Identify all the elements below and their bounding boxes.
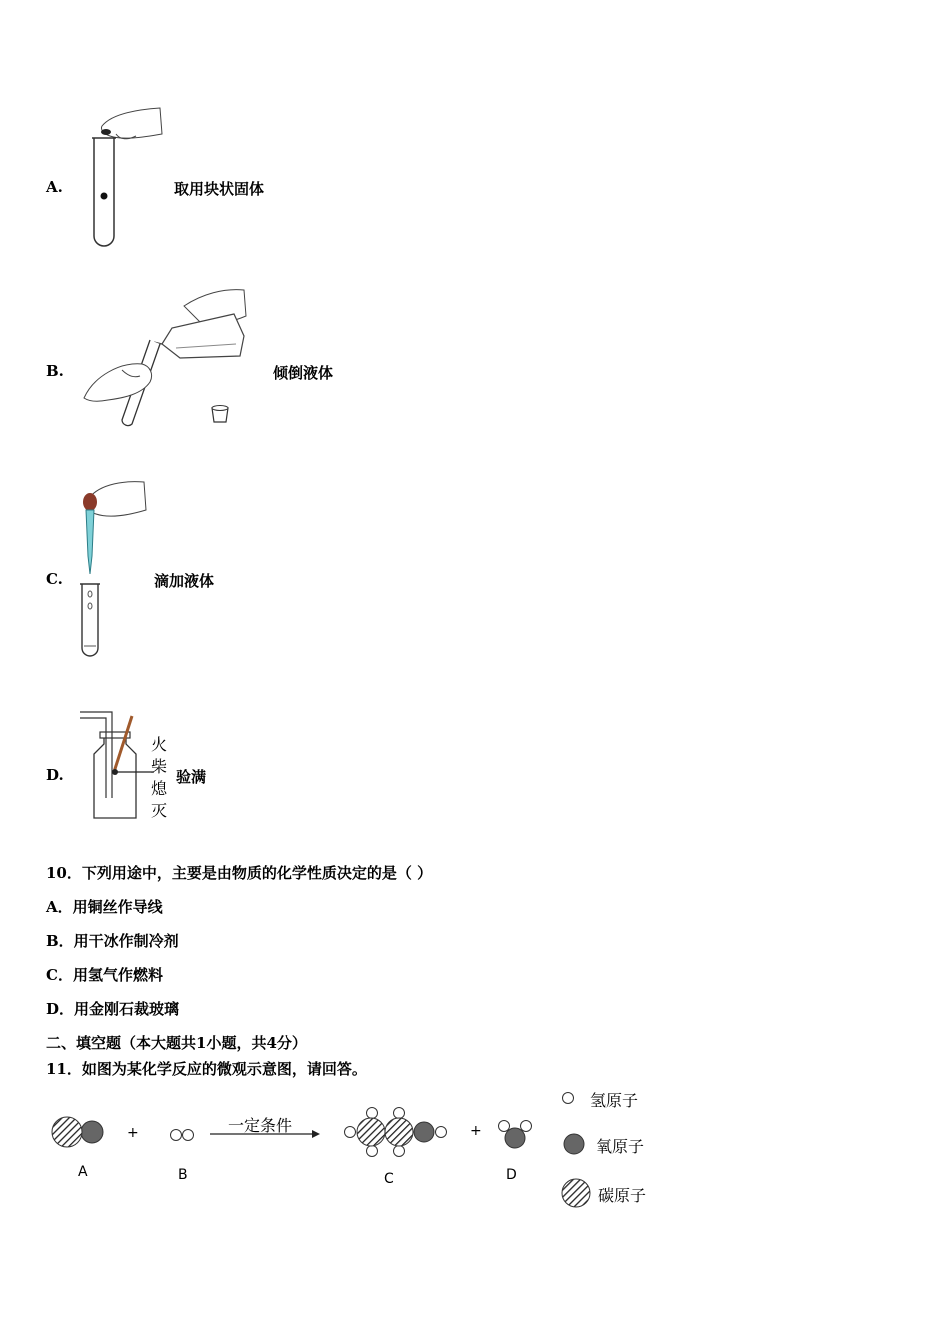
legend-carbon-symbol [562,1179,590,1207]
option-d-letter: D. [46,766,64,784]
option-c-text: 滴加液体 [154,572,215,590]
molecule-d [499,1121,532,1149]
q10-option-b: B．用干冰作制冷剂 [46,932,179,950]
label-d: D [506,1167,517,1183]
molecule-b [171,1130,194,1141]
gas-bottle-figure [76,708,156,826]
legend-carbon: 碳原子 [598,1186,647,1205]
reaction-condition: 一定条件 [228,1116,293,1135]
option-b-text: 倾倒液体 [273,364,334,382]
label-a: A [78,1164,88,1180]
label-b: B [178,1167,188,1183]
dropper-figure [76,478,156,662]
pouring-liquid-figure [84,286,254,436]
q10-stem: 10．下列用途中，主要是由物质的化学性质决定的是（ ） [46,864,433,882]
match-label-4: 灭 [151,801,168,820]
plus-sign-1: + [127,1125,139,1141]
option-a-letter: A. [46,178,63,196]
molecule-c [345,1108,447,1157]
molecule-a [52,1117,103,1147]
legend-hydrogen-symbol [563,1093,574,1104]
match-label-2: 柴 [151,757,168,776]
option-d-text: 验满 [176,768,207,786]
test-tube-solid-figure [80,104,170,250]
label-c: C [384,1171,394,1187]
legend-oxygen-symbol [564,1134,584,1154]
q10-option-c: C．用氢气作燃料 [46,966,163,984]
q10-option-d: D．用金刚石裁玻璃 [46,1000,180,1018]
option-c-letter: C. [46,570,63,588]
match-label-1: 火 [151,735,168,754]
q11-stem: 11．如图为某化学反应的微观示意图，请回答。 [46,1060,367,1078]
legend-oxygen: 氧原子 [596,1137,645,1156]
section-heading: 二、填空题（本大题共1小题，共4分） [46,1034,307,1052]
option-b-letter: B. [46,362,64,380]
match-label-3: 熄 [151,779,168,798]
q10-option-a: A．用铜丝作导线 [46,898,163,916]
option-a-text: 取用块状固体 [174,180,265,198]
plus-sign-2: + [470,1123,482,1139]
legend-hydrogen: 氢原子 [590,1091,639,1110]
